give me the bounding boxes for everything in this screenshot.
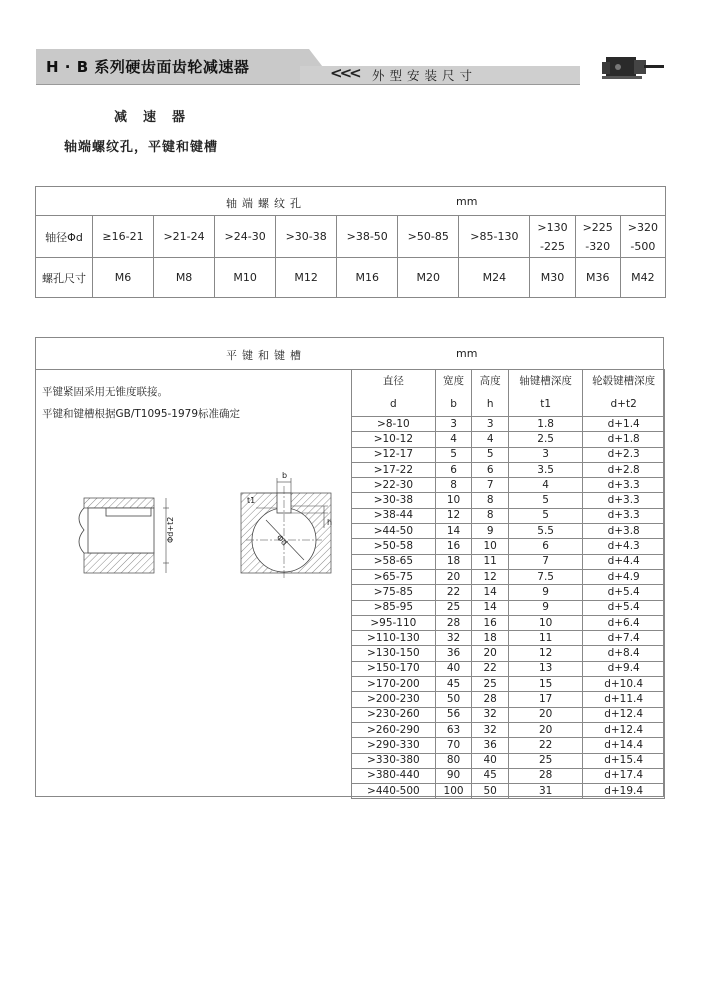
d-label: Φd	[274, 533, 289, 548]
key-symbol-cell: h	[472, 393, 509, 417]
key-header-cell: 宽度	[435, 370, 472, 394]
table-cell: >10-12	[352, 432, 436, 447]
table-cell: d+8.4	[583, 646, 665, 661]
table-cell: >75-85	[352, 585, 436, 600]
table-cell: >65-75	[352, 569, 436, 584]
page-subtitle: 外型安装尺寸	[372, 68, 478, 83]
table-cell: >17-22	[352, 462, 436, 477]
table-cell: >260-290	[352, 722, 436, 737]
thread-cell: M12	[276, 258, 337, 298]
table-cell: 32	[472, 707, 509, 722]
table-cell: d+12.4	[583, 722, 665, 737]
diameter-cell	[530, 216, 575, 258]
thread-cell: M20	[398, 258, 459, 298]
row-label: 螺孔尺寸	[36, 258, 93, 298]
table-cell: 16	[472, 615, 509, 630]
table-row	[352, 646, 665, 661]
diameter-value: >38-50	[346, 230, 388, 243]
table-cell: d+3.3	[583, 508, 665, 523]
table-cell: 50	[472, 784, 509, 799]
table-cell: 63	[435, 722, 472, 737]
table-cell: d+4.4	[583, 554, 665, 569]
table-cell: 45	[472, 768, 509, 783]
table-row	[352, 707, 665, 722]
table-cell: d+2.8	[583, 462, 665, 477]
table-cell: 5.5	[508, 524, 582, 539]
diameter-cell	[459, 216, 530, 258]
table-cell: 12	[472, 569, 509, 584]
key-table	[351, 369, 665, 799]
table-cell: d+9.4	[583, 661, 665, 676]
table-cell: d+3.3	[583, 493, 665, 508]
table-cell: 12	[435, 508, 472, 523]
table-cell: >170-200	[352, 677, 436, 692]
key-symbol-cell: b	[435, 393, 472, 417]
table-cell: 4	[472, 432, 509, 447]
key-table-header	[352, 370, 665, 394]
keyway-drawing	[66, 458, 336, 588]
table-cell: >12-17	[352, 447, 436, 462]
key-header-cell: 高度	[472, 370, 509, 394]
diameter-value: >24-30	[224, 230, 266, 243]
thread-cell: M6	[93, 258, 154, 298]
table-cell: 20	[508, 722, 582, 737]
table-cell: 10	[472, 539, 509, 554]
thread-cell: M36	[575, 258, 620, 298]
thread-cell: M10	[215, 258, 276, 298]
chevrons-icon: <<<	[330, 64, 359, 82]
table-cell: >330-380	[352, 753, 436, 768]
key-symbol-cell: d	[352, 393, 436, 417]
table-cell: d+4.9	[583, 569, 665, 584]
t1-label: t1	[247, 496, 256, 505]
diameter-value: >225	[582, 220, 613, 234]
key-symbol-cell: d+t2	[583, 393, 665, 417]
key-table-symbols	[352, 393, 665, 417]
table-cell: 45	[435, 677, 472, 692]
table-cell: 10	[508, 615, 582, 630]
table-row	[352, 615, 665, 630]
table-cell: d+15.4	[583, 753, 665, 768]
diameter-cell	[276, 216, 337, 258]
thread-table-caption: 轴端螺纹孔	[226, 197, 306, 210]
page-title: H · B 系列硬齿面齿轮减速器	[46, 58, 250, 76]
thread-cell: M30	[530, 258, 575, 298]
table-cell: 8	[472, 508, 509, 523]
table-cell: 16	[435, 539, 472, 554]
table-cell: 40	[472, 753, 509, 768]
table-cell: d+11.4	[583, 692, 665, 707]
table-cell: 11	[472, 554, 509, 569]
table-row	[352, 417, 665, 432]
table-cell: 25	[472, 677, 509, 692]
table-row	[352, 768, 665, 783]
note-line-2: 平键和键槽根据GB/T1095-1979标准确定	[42, 408, 241, 420]
b-label: b	[282, 471, 288, 480]
table-cell: 25	[508, 753, 582, 768]
diameter-value-upper: -500	[630, 239, 656, 253]
table-cell: 7	[472, 478, 509, 493]
diameter-value-upper: -225	[540, 239, 566, 253]
table-cell: 15	[508, 677, 582, 692]
table-cell: >58-65	[352, 554, 436, 569]
table-row	[352, 753, 665, 768]
table-cell: >22-30	[352, 478, 436, 493]
table-cell: 28	[508, 768, 582, 783]
section-title: 减速器	[114, 110, 202, 125]
table-cell: >30-38	[352, 493, 436, 508]
table-row	[352, 493, 665, 508]
diameter-row	[36, 216, 666, 258]
thread-table	[35, 186, 666, 298]
section-subtitle: 轴端螺纹孔，平键和键槽	[64, 140, 219, 155]
thread-row	[36, 258, 666, 298]
key-header-cell: 轮毂键槽深度	[583, 370, 665, 394]
table-row	[352, 447, 665, 462]
table-cell: 6	[508, 539, 582, 554]
table-cell: d+3.3	[583, 478, 665, 493]
table-cell: 36	[435, 646, 472, 661]
table-cell: 5	[435, 447, 472, 462]
table-cell: 6	[472, 462, 509, 477]
table-cell: 3	[472, 417, 509, 432]
diameter-value: >30-38	[285, 230, 327, 243]
thread-table-unit: mm	[456, 195, 478, 208]
table-cell: d+1.4	[583, 417, 665, 432]
diameter-cell	[337, 216, 398, 258]
h-label: h	[327, 518, 333, 527]
table-cell: 1.8	[508, 417, 582, 432]
table-cell: 28	[472, 692, 509, 707]
table-row	[352, 722, 665, 737]
diameter-cell	[620, 216, 665, 258]
table-cell: 32	[472, 722, 509, 737]
table-row	[352, 478, 665, 493]
table-cell: 7.5	[508, 569, 582, 584]
table-cell: >200-230	[352, 692, 436, 707]
note-line-1: 平键紧固采用无锥度联接。	[42, 386, 168, 398]
table-row	[352, 738, 665, 753]
table-cell: 17	[508, 692, 582, 707]
table-cell: d+12.4	[583, 707, 665, 722]
key-header-cell: 轴键槽深度	[508, 370, 582, 394]
table-cell: 3.5	[508, 462, 582, 477]
table-cell: 14	[472, 585, 509, 600]
diameter-cell	[154, 216, 215, 258]
table-cell: 10	[435, 493, 472, 508]
dt2-label: Φd+t2	[166, 516, 175, 543]
key-section	[35, 337, 664, 797]
table-cell: 80	[435, 753, 472, 768]
table-cell: >38-44	[352, 508, 436, 523]
table-cell: >85-95	[352, 600, 436, 615]
table-row	[352, 432, 665, 447]
table-cell: 90	[435, 768, 472, 783]
row-label: 轴径Φd	[36, 216, 93, 258]
table-cell: 6	[435, 462, 472, 477]
header-divider	[36, 84, 580, 85]
thread-cell: M8	[154, 258, 215, 298]
key-header-cell: 直径	[352, 370, 436, 394]
table-cell: 9	[472, 524, 509, 539]
table-cell: 8	[472, 493, 509, 508]
diameter-cell	[575, 216, 620, 258]
table-cell: 50	[435, 692, 472, 707]
table-cell: 32	[435, 631, 472, 646]
table-row	[352, 539, 665, 554]
key-section-caption: 平键和键槽	[226, 349, 306, 362]
diameter-value: >130	[537, 220, 568, 234]
table-cell: d+2.3	[583, 447, 665, 462]
table-cell: 2.5	[508, 432, 582, 447]
table-cell: d+3.8	[583, 524, 665, 539]
table-row	[352, 569, 665, 584]
table-row	[352, 692, 665, 707]
table-cell: 70	[435, 738, 472, 753]
table-cell: d+10.4	[583, 677, 665, 692]
table-cell: 4	[508, 478, 582, 493]
table-row	[352, 661, 665, 676]
table-cell: 100	[435, 784, 472, 799]
table-row	[352, 784, 665, 799]
table-cell: 3	[435, 417, 472, 432]
diameter-cell	[215, 216, 276, 258]
table-cell: >380-440	[352, 768, 436, 783]
table-cell: 18	[435, 554, 472, 569]
table-row	[352, 524, 665, 539]
table-cell: 20	[435, 569, 472, 584]
key-section-header	[36, 338, 663, 370]
table-cell: >230-260	[352, 707, 436, 722]
diameter-value: >21-24	[163, 230, 205, 243]
table-row	[352, 600, 665, 615]
table-cell: d+5.4	[583, 600, 665, 615]
table-cell: >290-330	[352, 738, 436, 753]
table-cell: d+7.4	[583, 631, 665, 646]
table-cell: 14	[435, 524, 472, 539]
table-cell: 5	[472, 447, 509, 462]
table-cell: 22	[472, 661, 509, 676]
table-cell: >44-50	[352, 524, 436, 539]
table-row	[352, 585, 665, 600]
table-cell: 3	[508, 447, 582, 462]
diameter-value-upper: -320	[585, 239, 611, 253]
table-cell: >130-150	[352, 646, 436, 661]
table-cell: 40	[435, 661, 472, 676]
diameter-value: >85-130	[470, 230, 519, 243]
table-cell: 22	[508, 738, 582, 753]
table-cell: 5	[508, 493, 582, 508]
table-cell: 56	[435, 707, 472, 722]
table-cell: 9	[508, 585, 582, 600]
diameter-cell	[93, 216, 154, 258]
table-cell: 14	[472, 600, 509, 615]
key-symbol-cell: t1	[508, 393, 582, 417]
thread-cell: M24	[459, 258, 530, 298]
table-row	[352, 508, 665, 523]
table-cell: >440-500	[352, 784, 436, 799]
table-cell: 12	[508, 646, 582, 661]
diameter-value: >50-85	[407, 230, 449, 243]
table-cell: d+4.3	[583, 539, 665, 554]
table-cell: >95-110	[352, 615, 436, 630]
table-cell: 31	[508, 784, 582, 799]
table-cell: 25	[435, 600, 472, 615]
table-cell: 11	[508, 631, 582, 646]
table-cell: >110-130	[352, 631, 436, 646]
table-cell: d+17.4	[583, 768, 665, 783]
table-cell: 5	[508, 508, 582, 523]
table-cell: 8	[435, 478, 472, 493]
thread-table-header	[36, 187, 666, 216]
table-cell: 22	[435, 585, 472, 600]
table-cell: 7	[508, 554, 582, 569]
table-cell: 18	[472, 631, 509, 646]
thread-cell: M42	[620, 258, 665, 298]
table-cell: 36	[472, 738, 509, 753]
table-cell: 9	[508, 600, 582, 615]
table-cell: d+6.4	[583, 615, 665, 630]
table-cell: >50-58	[352, 539, 436, 554]
diameter-cell	[398, 216, 459, 258]
table-cell: d+1.8	[583, 432, 665, 447]
table-cell: d+5.4	[583, 585, 665, 600]
table-cell: d+19.4	[583, 784, 665, 799]
table-cell: >8-10	[352, 417, 436, 432]
key-section-unit: mm	[456, 347, 478, 360]
table-cell: 4	[435, 432, 472, 447]
table-row	[352, 631, 665, 646]
table-cell: d+14.4	[583, 738, 665, 753]
thread-cell: M16	[337, 258, 398, 298]
table-row	[352, 462, 665, 477]
table-cell: 20	[472, 646, 509, 661]
table-cell: 28	[435, 615, 472, 630]
diameter-value: >320	[627, 220, 658, 234]
table-row	[352, 554, 665, 569]
table-cell: 13	[508, 661, 582, 676]
table-cell: 20	[508, 707, 582, 722]
table-cell: >150-170	[352, 661, 436, 676]
gear-reducer-icon	[598, 54, 668, 82]
diameter-value: ≥16-21	[102, 230, 144, 243]
table-row	[352, 677, 665, 692]
